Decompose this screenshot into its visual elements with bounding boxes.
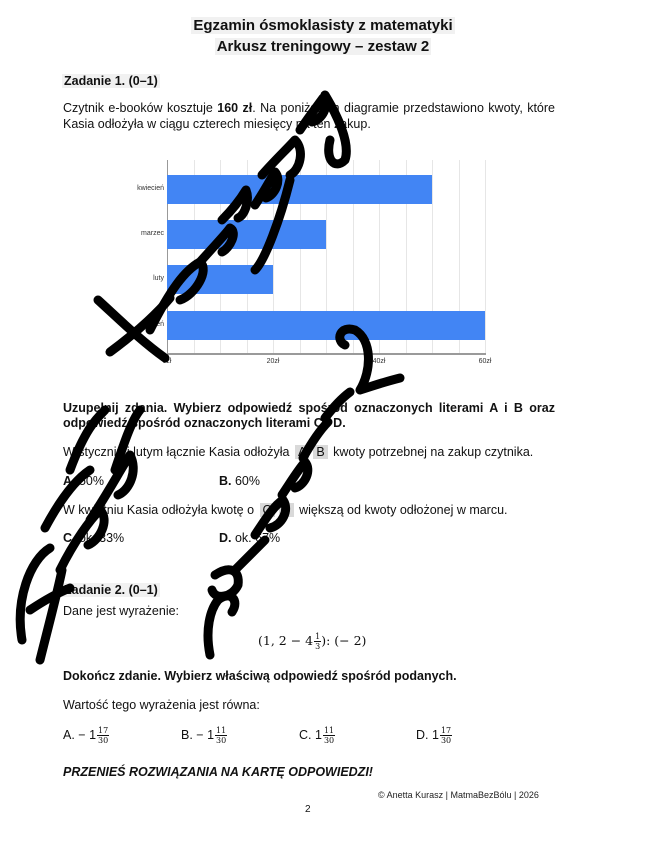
title-line-1: Egzamin ósmoklasisty z matematyki: [193, 17, 453, 34]
price: 160 zł: [217, 101, 253, 115]
option-letter: D.: [219, 531, 232, 545]
y-axis-label: styczeń: [140, 321, 164, 328]
task-2-instruction: Dokończ zdanie. Wybierz właściwą odpowiedź spośród podanych.: [63, 669, 457, 683]
answer-slot-b[interactable]: B: [313, 445, 327, 459]
sentence-1: [63, 444, 533, 460]
answer-slot-a[interactable]: A: [295, 445, 309, 459]
expression-suffix: ): (− 2): [321, 633, 367, 648]
savings-bar-chart: [0, 0, 646, 380]
option-c[interactable]: [63, 531, 124, 545]
task-1-heading: Zadanie 1. (0–1): [64, 74, 158, 88]
y-axis-label: luty: [153, 275, 164, 282]
option-whole: 1: [314, 727, 322, 742]
option-whole: − 1: [196, 727, 215, 742]
numerator: 11: [216, 726, 227, 735]
x-axis-line: [167, 353, 486, 355]
numerator: 1: [315, 632, 321, 641]
numerator: 17: [440, 726, 452, 735]
task-2-option-a[interactable]: [63, 726, 109, 745]
bar-1: [167, 220, 326, 249]
task-2-option-d[interactable]: [416, 726, 452, 745]
sentence-2: [63, 502, 508, 518]
option-text: ok. 33%: [78, 531, 125, 545]
option-letter: A.: [63, 727, 75, 742]
transfer-notice: PRZENIEŚ ROZWIĄZANIA NA KARTĘ ODPOWIEDZI!: [63, 765, 373, 779]
x-axis-tick-label: 0zł: [162, 358, 172, 365]
intro-text-a: Czytnik e-booków kosztuje: [63, 101, 218, 115]
option-fraction: [323, 726, 335, 745]
option-letter: B.: [181, 727, 193, 742]
task-1-instruction-line-2: odpowiedź spośród oznaczonych literami C i D.: [63, 416, 346, 430]
numerator: 11: [323, 726, 335, 735]
option-letter: A.: [63, 474, 76, 488]
sentence-1-text-a: W styczniu i lutym łącznie Kasia odłożyła: [63, 445, 290, 459]
title-line-2: Arkusz treningowy – zestaw 2: [216, 38, 430, 55]
bar-2: [167, 265, 273, 294]
sentence-2-text-a: W kwietniu Kasia odłożyła kwotę o: [63, 503, 255, 517]
bar-0: [167, 175, 432, 204]
y-axis-label: marzec: [141, 230, 164, 237]
x-axis-tick-label: 60zł: [478, 358, 492, 365]
denominator: 30: [216, 736, 227, 745]
option-letter: D.: [416, 727, 429, 742]
math-expression: [258, 632, 366, 651]
answer-slot-d[interactable]: D: [279, 503, 294, 517]
option-fraction: [215, 726, 227, 745]
option-whole: − 1: [78, 727, 97, 742]
option-d[interactable]: [219, 531, 280, 545]
denominator: 3: [315, 642, 321, 651]
page-number: 2: [305, 804, 311, 815]
y-axis-label: kwiecień: [137, 185, 164, 192]
denominator: 30: [98, 736, 109, 745]
task-2-question: Wartość tego wyrażenia jest równa:: [63, 698, 260, 712]
x-axis-tick-label: 40zł: [372, 358, 386, 365]
task-2-intro: Dane jest wyrażenie:: [63, 604, 180, 618]
option-b[interactable]: [219, 474, 260, 488]
expression-prefix: (1, 2 − 4: [258, 633, 314, 648]
option-letter: C.: [299, 727, 312, 742]
option-fraction: [97, 726, 109, 745]
option-letter: B.: [219, 474, 232, 488]
x-axis-tick-label: 20zł: [266, 358, 280, 365]
option-text: 50%: [78, 474, 105, 488]
task-2-option-c[interactable]: [299, 726, 335, 745]
option-letter: C.: [63, 531, 76, 545]
task-2-heading: Zadanie 2. (0–1): [64, 583, 158, 597]
denominator: 30: [323, 736, 335, 745]
intro-text-b: . Na poniższym diagramie przedstawiono kwoty, które: [252, 101, 555, 115]
task-1-instruction-line-1: Uzupełnij zdania. Wybierz odpowiedź spośród oznaczonych literami A i B oraz: [63, 401, 555, 415]
sentence-1-text-b: kwoty potrzebnej na zakup czytnika.: [333, 445, 534, 459]
option-a[interactable]: [63, 474, 104, 488]
denominator: 30: [440, 736, 452, 745]
task-2-option-b[interactable]: [181, 726, 227, 745]
copyright: © Anetta Kurasz | MatmaBezBólu | 2026: [378, 790, 539, 800]
option-text: ok. 67%: [234, 531, 281, 545]
option-whole: 1: [431, 727, 439, 742]
numerator: 17: [98, 726, 109, 735]
task-2-heading-wrap: [62, 581, 160, 599]
option-text: 60%: [234, 474, 261, 488]
answer-slot-c[interactable]: C: [260, 503, 275, 517]
bar-3: [167, 311, 485, 340]
task-1-intro-line-2: Kasia odłożyła w ciągu czterech miesięcy na ten zakup.: [63, 117, 371, 131]
option-fraction: [440, 726, 452, 745]
sentence-2-text-b: większą od kwoty odłożonej w marcu.: [299, 503, 508, 517]
gridline: [485, 160, 486, 354]
